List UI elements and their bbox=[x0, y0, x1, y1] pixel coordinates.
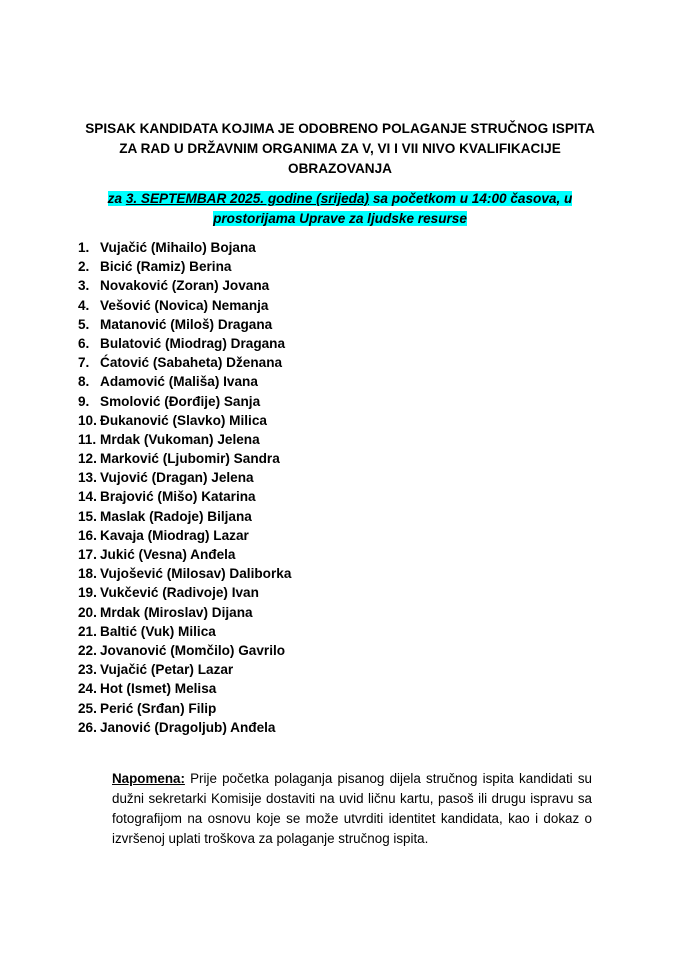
candidate-name: Jovanović (Momčilo) Gavrilo bbox=[100, 642, 286, 658]
candidate-name: Bicić (Ramiz) Berina bbox=[100, 259, 232, 275]
title-line-2: ZA RAD U DRŽAVNIM ORGANIMA ZA V, VI I VII NIVO KVALIFIKACIJE bbox=[119, 141, 561, 156]
document-title bbox=[40, 119, 640, 179]
candidate-item bbox=[78, 622, 291, 641]
candidate-name: Janović (Dragoljub) Anđela bbox=[100, 719, 276, 735]
exam-location: prostorijama Uprave za ljudske resurse bbox=[213, 211, 467, 226]
candidate-item bbox=[78, 641, 291, 660]
candidate-number: 4. bbox=[78, 297, 90, 313]
candidate-number: 26. bbox=[78, 719, 97, 735]
candidate-number: 10. bbox=[78, 412, 97, 428]
candidate-item bbox=[78, 411, 291, 430]
candidate-item bbox=[78, 564, 291, 583]
candidate-name: Vujačić (Petar) Lazar bbox=[100, 662, 234, 678]
candidate-name: Đukanović (Slavko) Milica bbox=[100, 412, 267, 428]
candidate-number: 9. bbox=[78, 393, 90, 409]
candidate-item bbox=[78, 372, 291, 391]
candidate-name: Ćatović (Sabaheta) Dženana bbox=[100, 355, 283, 371]
candidate-list bbox=[78, 238, 291, 737]
candidate-name: Marković (Ljubomir) Sandra bbox=[100, 451, 280, 467]
note-label: Napomena: bbox=[112, 771, 185, 786]
candidate-item bbox=[78, 718, 291, 737]
candidate-item bbox=[78, 679, 291, 698]
candidate-name: Baltić (Vuk) Milica bbox=[100, 623, 216, 639]
candidate-item bbox=[78, 276, 291, 295]
candidate-item bbox=[78, 449, 291, 468]
candidate-name: Novaković (Zoran) Jovana bbox=[100, 278, 270, 294]
candidate-item bbox=[78, 583, 291, 602]
candidate-name: Maslak (Radoje) Biljana bbox=[100, 508, 252, 524]
candidate-name: Vujović (Dragan) Jelena bbox=[100, 470, 254, 486]
candidate-number: 1. bbox=[78, 240, 90, 255]
candidate-number: 20. bbox=[78, 604, 97, 620]
candidate-number: 23. bbox=[78, 662, 97, 678]
exam-info-prefix: za bbox=[107, 191, 126, 206]
exam-date: 3. SEPTEMBAR 2025. godine (srijeda) bbox=[125, 191, 370, 206]
candidate-number: 3. bbox=[78, 278, 90, 294]
note-text: Prije početka polaganja pisanog dijela stručnog ispita kandidati su dužni sekretarki Komisije dostaviti na uvid ličnu kartu, pasoš ili drugu ispravu sa fotografijom na osnovu koje se može utvrditi identitet kandidata, kao i dokaz o izvršenoj uplati troškova za polaganje stručnog ispita. bbox=[112, 771, 592, 846]
candidate-number: 12. bbox=[78, 451, 97, 467]
candidate-number: 17. bbox=[78, 547, 97, 562]
note-paragraph bbox=[112, 769, 592, 849]
candidate-item bbox=[78, 257, 291, 276]
candidate-item bbox=[78, 353, 291, 372]
candidate-number: 15. bbox=[78, 508, 97, 524]
candidate-number: 13. bbox=[78, 470, 97, 486]
exam-info-suffix: sa početkom u 14:00 časova, u bbox=[369, 191, 573, 206]
candidate-number: 16. bbox=[78, 527, 97, 543]
candidate-number: 7. bbox=[78, 355, 90, 371]
candidate-number: 18. bbox=[78, 566, 97, 582]
candidate-number: 21. bbox=[78, 623, 97, 639]
candidate-name: Hot (Ismet) Melisa bbox=[100, 681, 217, 697]
candidate-name: Vukčević (Radivoje) Ivan bbox=[100, 585, 259, 601]
candidate-number: 25. bbox=[78, 700, 97, 716]
candidate-name: Brajović (Mišo) Katarina bbox=[100, 489, 256, 505]
candidate-name: Matanović (Miloš) Dragana bbox=[100, 316, 273, 332]
candidate-number: 2. bbox=[78, 259, 90, 275]
candidate-name: Kavaja (Miodrag) Lazar bbox=[100, 527, 249, 543]
candidate-name: Vešović (Novica) Nemanja bbox=[100, 297, 269, 313]
candidate-item bbox=[78, 699, 291, 718]
candidate-name: Jukić (Vesna) Anđela bbox=[100, 547, 236, 562]
candidate-number: 24. bbox=[78, 681, 97, 697]
candidate-name: Smolović (Đorđije) Sanja bbox=[100, 393, 261, 409]
candidate-name: Adamović (Mališa) Ivana bbox=[100, 374, 258, 390]
title-line-1: SPISAK KANDIDATA KOJIMA JE ODOBRENO POLAGANJE STRUČNOG ISPITA bbox=[85, 121, 595, 136]
candidate-item bbox=[78, 468, 291, 487]
candidate-name: Vujošević (Milosav) Daliborka bbox=[100, 566, 292, 582]
candidate-number: 5. bbox=[78, 316, 90, 332]
exam-info-line-1 bbox=[60, 189, 620, 209]
candidate-name: Mrdak (Miroslav) Dijana bbox=[100, 604, 253, 620]
candidate-item bbox=[78, 526, 291, 545]
candidate-name: Vujačić (Mihailo) Bojana bbox=[100, 240, 256, 255]
exam-info bbox=[60, 189, 620, 229]
candidate-item bbox=[78, 315, 291, 334]
candidate-item bbox=[78, 660, 291, 679]
candidate-item bbox=[78, 545, 291, 564]
candidate-item bbox=[78, 487, 291, 506]
candidate-item bbox=[78, 296, 291, 315]
title-line-3: OBRAZOVANJA bbox=[288, 161, 392, 176]
candidate-number: 6. bbox=[78, 335, 90, 351]
candidate-item bbox=[78, 238, 291, 257]
candidate-item bbox=[78, 603, 291, 622]
candidate-name: Perić (Srđan) Filip bbox=[100, 700, 217, 716]
exam-info-line-2 bbox=[60, 209, 620, 229]
candidate-number: 14. bbox=[78, 489, 97, 505]
candidate-number: 11. bbox=[78, 431, 97, 447]
candidate-item bbox=[78, 334, 291, 353]
candidate-item bbox=[78, 392, 291, 411]
candidate-item bbox=[78, 507, 291, 526]
candidate-number: 22. bbox=[78, 642, 97, 658]
candidate-name: Mrdak (Vukoman) Jelena bbox=[100, 431, 260, 447]
candidate-number: 19. bbox=[78, 585, 97, 601]
candidate-item bbox=[78, 430, 291, 449]
candidate-number: 8. bbox=[78, 374, 90, 390]
candidate-name: Bulatović (Miodrag) Dragana bbox=[100, 335, 286, 351]
